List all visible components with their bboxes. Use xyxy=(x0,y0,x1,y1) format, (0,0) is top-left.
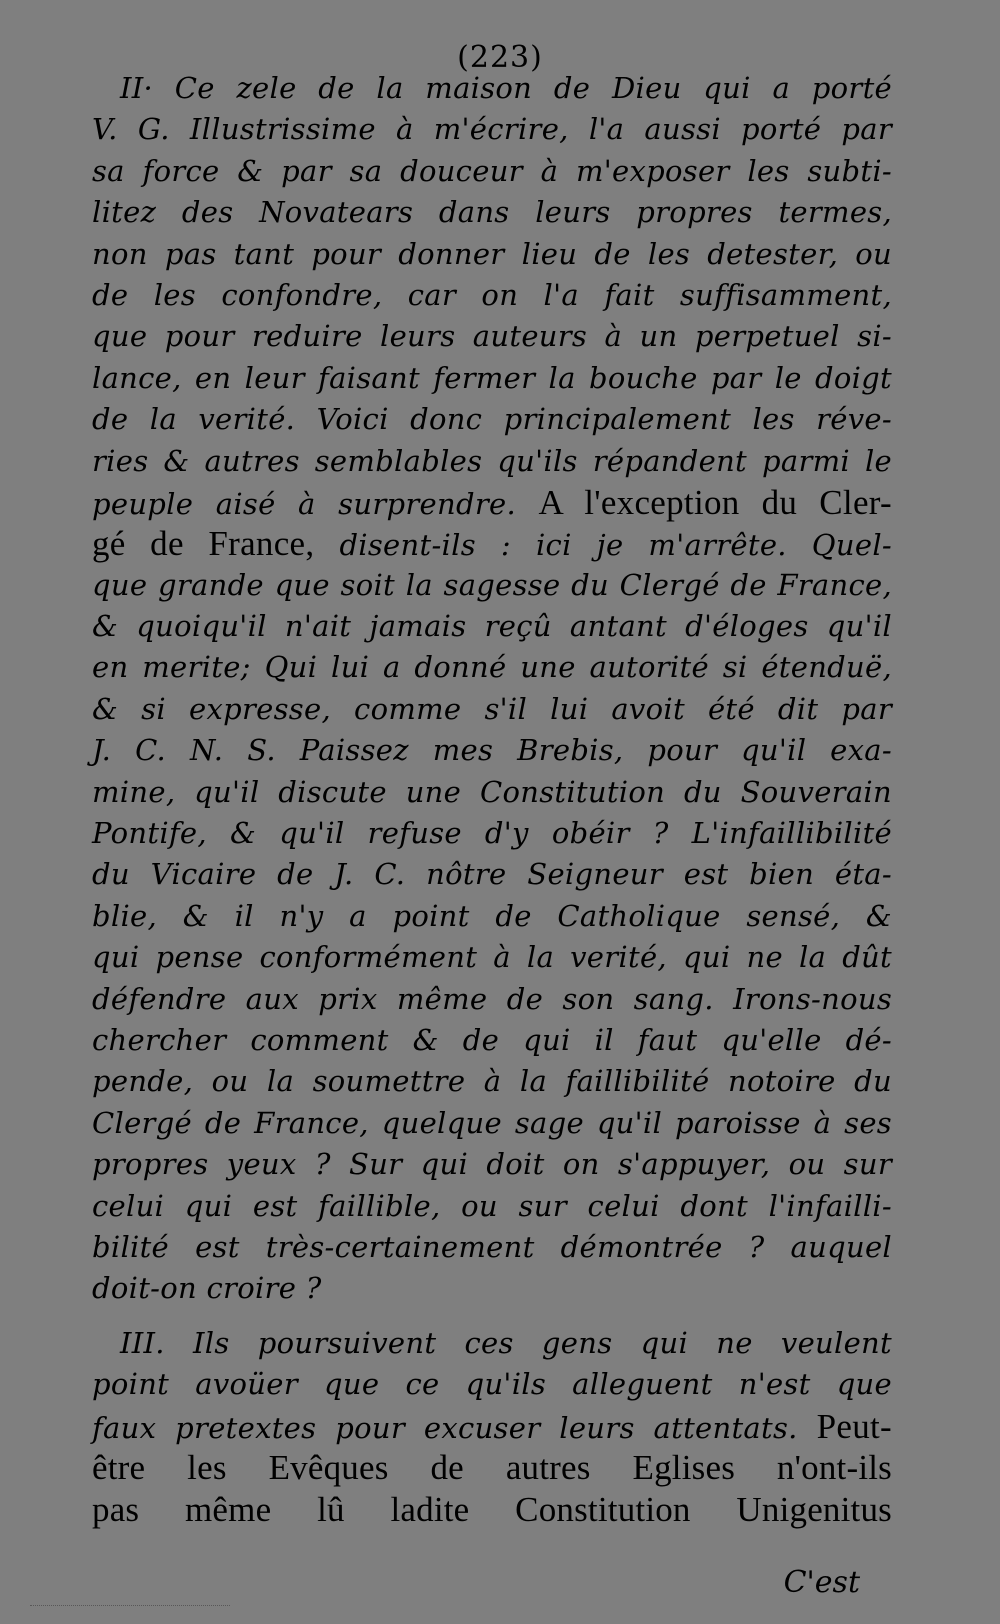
catchword: C'est xyxy=(783,1565,860,1600)
text-line: chercher comment & de qui il faut qu'elle dé- xyxy=(92,1022,892,1057)
italic-segment: faux pretextes pour excuser leurs attentats. xyxy=(92,1410,798,1445)
text-line: de les confondre, car on l'a fait suffisamment, xyxy=(92,277,892,312)
roman-segment: A l'exception du Cler- xyxy=(538,482,892,522)
text-line: du Vicaire de J. C. nôtre Seigneur est bien éta- xyxy=(92,857,892,892)
text-line: en merite; Qui lui a donné une autorité si étenduë, xyxy=(92,650,892,685)
italic-segment: peuple aisé à surprendre. xyxy=(92,486,516,521)
text-line-mixed xyxy=(92,1406,892,1447)
text-line: défendre aux prix même de son sang. Irons-nous xyxy=(92,981,892,1016)
text-line: qui pense conformément à la verité, qui ne la dût xyxy=(92,940,892,975)
text-line: doit-on croire ? xyxy=(92,1271,322,1306)
text-line: blie, & il n'y a point de Catholique sensé, & xyxy=(92,898,892,933)
text-line: ries & autres semblables qu'ils répandent parmi le xyxy=(92,443,892,478)
text-line-mixed xyxy=(92,482,892,523)
text-line: que pour reduire leurs auteurs à un perpetuel si- xyxy=(92,319,892,354)
text-line: lance, en leur faisant fermer la bouche par le doigt xyxy=(92,360,892,395)
text-line: J. C. N. S. Paissez mes Brebis, pour qu'il exa- xyxy=(92,733,892,768)
text-line: mine, qu'il discute une Constitution du Souverain xyxy=(92,774,892,809)
text-line: bilité est très-certainement démontrée ? auquel xyxy=(92,1229,892,1264)
text-line: & si expresse, comme s'il lui avoit été dit par xyxy=(92,691,892,726)
text-line: Clergé de France, quelque sage qu'il paroisse à ses xyxy=(92,1105,892,1140)
paragraph-iii xyxy=(92,1323,892,1530)
page-number: (223) xyxy=(457,40,543,75)
paragraph-ii xyxy=(92,68,892,1310)
text-line: celui qui est faillible, ou sur celui dont l'infailli- xyxy=(92,1188,892,1223)
text-line: être les Evêques de autres Eglises n'ont-ils xyxy=(92,1448,892,1488)
text-line: litez des Novatears dans leurs propres termes, xyxy=(92,195,892,230)
text-line: point avoüer que ce qu'ils alleguent n'est que xyxy=(92,1367,892,1402)
roman-segment: Peut- xyxy=(816,1406,892,1446)
text-line: II· Ce zele de la maison de Dieu qui a porté xyxy=(120,71,892,105)
text-line: & quoiqu'il n'ait jamais reçû antant d'éloges qu'il xyxy=(92,609,892,644)
page-edge-specks xyxy=(30,1605,230,1608)
text-line: pende, ou la soumettre à la faillibilité notoire du xyxy=(92,1064,892,1099)
text-line: de la verité. Voici donc principalement les réve- xyxy=(92,402,892,437)
text-line-mixed xyxy=(92,523,892,564)
text-line: III. Ils poursuivent ces gens qui ne veulent xyxy=(120,1326,892,1360)
text-line: que grande que soit la sagesse du Clergé de France, xyxy=(92,567,892,602)
italic-segment: disent-ils : ici je m'arrête. Quel- xyxy=(339,528,892,563)
roman-segment: gé de France, xyxy=(92,524,315,564)
text-line: pas même lû ladite Constitution Unigenitus xyxy=(92,1489,892,1529)
text-line: V. G. Illustrissime à m'écrire, l'a aussi porté par xyxy=(92,112,892,147)
text-line: Pontife, & qu'il refuse d'y obéir ? L'infaillibilité xyxy=(92,816,892,851)
text-line: propres yeux ? Sur qui doit on s'appuyer, ou sur xyxy=(92,1147,892,1182)
text-line: sa force & par sa douceur à m'exposer les subti- xyxy=(92,153,892,188)
text-line: non pas tant pour donner lieu de les detester, ou xyxy=(92,236,892,271)
